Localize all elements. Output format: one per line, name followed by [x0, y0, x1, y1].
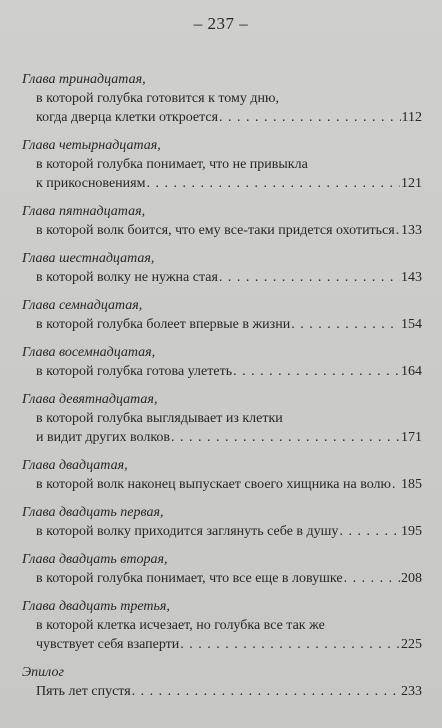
- chapter-leader-line: [36, 428, 422, 447]
- toc-entry: [22, 70, 422, 127]
- toc-entry: [22, 202, 422, 240]
- chapter-description-end: в которой голубка болеет впервые в жизни: [36, 317, 291, 332]
- toc-entry: [22, 663, 422, 701]
- chapter-leader-line: [36, 108, 422, 127]
- chapter-title: Глава шестнадцатая,: [22, 251, 155, 266]
- dot-leader: [339, 522, 400, 541]
- dot-leader: [171, 428, 400, 447]
- chapter-description-end: когда дверца клетки откроется: [36, 110, 219, 125]
- dot-leader: [219, 108, 400, 127]
- chapter-description-line: в которой голубка понимает, что не привыкла: [36, 157, 308, 172]
- chapter-title: Глава девятнадцатая,: [22, 392, 158, 407]
- chapter-page-number: 143: [401, 270, 422, 285]
- chapter-title: Глава пятнадцатая,: [22, 204, 146, 219]
- chapter-description-end: чувствует себя взаперти: [36, 637, 180, 652]
- chapter-description-end: в которой волку не нужна стая: [36, 270, 218, 285]
- chapter-leader-line: [36, 569, 422, 588]
- chapter-leader-line: [36, 315, 422, 334]
- chapter-description-end: и видит других волков: [36, 430, 171, 445]
- chapter-title: Глава восемнадцатая,: [22, 345, 156, 360]
- toc-entry: [22, 503, 422, 541]
- epilogue-title: Эпилог: [22, 665, 64, 680]
- toc-entry: [22, 296, 422, 334]
- dot-leader: [233, 362, 400, 381]
- chapter-description-end: Пять лет спустя: [36, 684, 131, 699]
- chapter-page-number: 171: [401, 430, 422, 445]
- chapter-title: Глава семнадцатая,: [22, 298, 143, 313]
- chapter-page-number: 185: [401, 477, 422, 492]
- page-number: – 237 –: [193, 14, 249, 33]
- chapter-description-line: в которой голубка выглядывает из клетки: [36, 411, 283, 426]
- chapter-leader-line: [36, 475, 422, 494]
- chapter-page-number: 164: [401, 364, 422, 379]
- chapter-leader-line: [36, 522, 422, 541]
- chapter-description-end: в которой голубка понимает, что все еще в ловушке: [36, 571, 343, 586]
- chapter-description-line: в которой клетка исчезает, но голубка все так же: [36, 618, 325, 633]
- chapter-page-number: 112: [401, 110, 422, 125]
- dot-leader: [344, 569, 400, 588]
- chapter-description-end: в которой волку приходится заглянуть себе в душу: [36, 524, 339, 539]
- chapter-leader-line: [36, 362, 422, 381]
- table-of-contents: [22, 70, 422, 710]
- toc-entry: [22, 597, 422, 654]
- chapter-title: Глава тринадцатая,: [22, 72, 146, 87]
- chapter-page-number: 121: [401, 176, 422, 191]
- chapter-description-end: к прикосновениям: [36, 176, 146, 191]
- dot-leader: [291, 315, 400, 334]
- toc-entry: [22, 343, 422, 381]
- chapter-page-number: 195: [401, 524, 422, 539]
- chapter-page-number: 233: [401, 684, 422, 699]
- chapter-page-number: 208: [401, 571, 422, 586]
- chapter-title: Глава четырнадцатая,: [22, 138, 161, 153]
- dot-leader: [396, 221, 400, 240]
- dot-leader: [219, 268, 400, 287]
- chapter-page-number: 133: [401, 223, 422, 238]
- chapter-leader-line: [36, 174, 422, 193]
- chapter-description-end: в которой волк наконец выпускает своего хищника на волю: [36, 477, 391, 492]
- toc-entry: [22, 136, 422, 193]
- chapter-title: Глава двадцатая,: [22, 458, 128, 473]
- chapter-page-number: 154: [401, 317, 422, 332]
- chapter-title: Глава двадцать третья,: [22, 599, 170, 614]
- dot-leader: [146, 174, 400, 193]
- chapter-description-end: в которой голубка готова улететь: [36, 364, 233, 379]
- toc-entry: [22, 456, 422, 494]
- dot-leader: [132, 682, 400, 701]
- chapter-leader-line: [36, 635, 422, 654]
- toc-entry: [22, 249, 422, 287]
- chapter-page-number: 225: [401, 637, 422, 652]
- toc-entry: [22, 390, 422, 447]
- chapter-leader-line: [36, 682, 422, 701]
- chapter-title: Глава двадцать первая,: [22, 505, 164, 520]
- dot-leader: [180, 635, 400, 654]
- chapter-leader-line: [36, 221, 422, 240]
- toc-entry: [22, 550, 422, 588]
- dot-leader: [392, 475, 400, 494]
- chapter-description-end: в которой волк боится, что ему все-таки придется охотиться: [36, 223, 395, 238]
- chapter-title: Глава двадцать вторая,: [22, 552, 168, 567]
- chapter-leader-line: [36, 268, 422, 287]
- chapter-description-line: в которой голубка готовится к тому дню,: [36, 91, 279, 106]
